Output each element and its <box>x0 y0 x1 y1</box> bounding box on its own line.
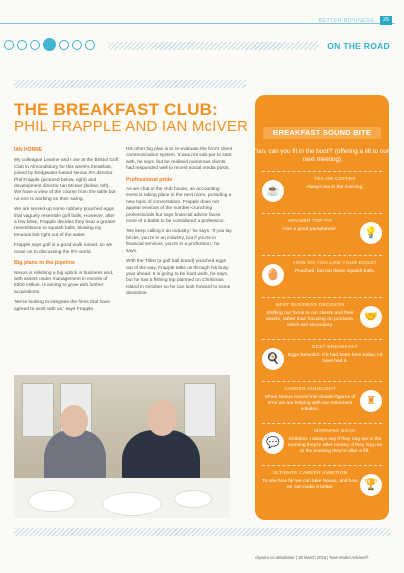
sound-bite-divider <box>262 255 382 256</box>
sound-bite-answer: To see how far we can take Nexus, and how we can make it better. <box>262 479 358 491</box>
subheading: Big plans in the pipeline <box>14 260 75 267</box>
circle-icon <box>85 40 95 50</box>
paragraph: Nexus is relishing a big uptick in business and, with assets under management in excess of £500 million, is aiming to grow with further acquisitions. <box>14 270 114 295</box>
page-number: 25 <box>380 16 392 25</box>
sound-bite-title: BREAKFAST SOUND BITE <box>263 127 381 139</box>
sound-bite-quote: 'Ian, can you fit in the boot?' (offering a lift to our next meeting) <box>255 148 389 163</box>
plate <box>28 490 76 512</box>
sound-bite-divider <box>262 213 382 214</box>
sound-bite-question: MORNING NOAH <box>314 429 356 434</box>
article-column-1 <box>14 147 118 317</box>
paragraph: His other big plan is to re-evaluate the firm's client communication system. It was not sub-par to start with, he says, but he realised numerous clients had responded well to recent social media posts. <box>126 147 232 172</box>
person-right-head <box>147 400 177 436</box>
sound-bite-answer: Shifting our focus to our clients and their assets, rather than focusing on products, which are secondary. <box>265 311 355 329</box>
breakfast-plate-icon: 🍳 <box>262 348 284 370</box>
sound-bite-question: HOW DO YOU LIKE YOUR EGGS? <box>293 261 377 266</box>
person-left-head <box>60 405 88 437</box>
subheading: Professional pride <box>126 176 173 183</box>
info-icon <box>43 38 56 51</box>
section-icons <box>4 38 95 51</box>
circle-icon <box>4 40 14 50</box>
on-the-road-label: ON THE ROAD <box>327 41 390 51</box>
article-column-2 <box>126 147 232 302</box>
article-subtitle: PHIL FRAPPLE AND IAN McIVER <box>14 118 249 135</box>
trophy-icon: 🏆 <box>360 474 382 496</box>
paragraph: With the Titlist (a golf ball brand) poached eggs out of the way, Frapple talks us through his busy year ahead. It is going to be hard work, he says, but he has a fishing trip planned on Christmas Island in October so he can look forward to some downtime. <box>126 259 231 297</box>
sound-bite-question: CAREER HIGHLIGHT <box>284 387 336 392</box>
paragraph: We are served up some rubbery poached eggs that vaguely resemble golf balls. However, after a few bites, Frapple decides they bear a greater resemblance to squash balls, blowing my tenuous link right out of the water. <box>14 207 116 238</box>
hatch-band-top <box>108 42 318 50</box>
circle-icon <box>72 40 82 50</box>
paragraph: Frapple says golf is a good walk ruined, so we move on to discussing the IFA world. <box>14 243 113 255</box>
chess-icon: ♜ <box>360 390 382 412</box>
handshake-icon: 🤝 <box>360 306 382 328</box>
sound-bite-question: BEST BREAKFAST <box>312 345 358 350</box>
plate <box>102 492 162 516</box>
sound-bite-divider <box>262 339 382 340</box>
hatch-band-bottom <box>14 528 390 536</box>
tea-cup-icon: ☕ <box>262 180 284 202</box>
window <box>22 383 54 437</box>
sound-bite-answer: Children. I always say if they ring me in the morning they're after money; if they ring me in the evening they're after a lift. <box>287 437 383 455</box>
lightbulb-icon: 💡 <box>360 222 382 244</box>
paragraph: 'We're looking to integrate the firms that have agreed to work with us,' says Frapple. <box>14 300 110 312</box>
sound-bite-divider <box>262 297 382 298</box>
hatch-band-title <box>14 80 246 88</box>
article-title: THE BREAKFAST CLUB: <box>14 100 219 119</box>
sound-bite-question: ADVISER TOP TIP <box>287 219 333 224</box>
byline: IAN HORNE <box>14 147 43 153</box>
plate <box>174 490 212 508</box>
circle-icon <box>30 40 40 50</box>
sound-bite-divider <box>262 465 382 466</box>
sound-bite-answer: Poached, but not these squash balls. <box>294 269 376 274</box>
circle-icon <box>59 40 69 50</box>
sound-bite-divider <box>262 171 382 172</box>
chat-bubbles-icon: 💬 <box>262 432 284 454</box>
paragraph: 'We keep calling it an industry,' he says. 'If you lay bricks, you're in an industry, but if you're in financial services, you're in a profession,' he says. <box>126 229 232 254</box>
paragraph: As we chat in the club house, an accounting event is taking place in the next room, providing a new topic of conversation. Frapple does not appear envious of the number-crunching professionals but says financial advice faces more of a battle to be considered a profession. <box>126 187 232 225</box>
page-footer: citywire.co.uk/adviser | 30 March 2016 | New Model Adviser® <box>255 555 369 560</box>
paragraph: My colleague Leanne and I are at the Bristol Golf Club in Almondsbury for this week's breakfast, joined by Bridgwater-based Nexus IFA director Phil Frapple (pictured below, right) and development director Ian McIver (below, left). We have a view of the course from the table but no-one is working on their swing. <box>14 158 118 202</box>
circle-icon <box>17 40 27 50</box>
sound-bite-question: TEA OR COFFEE <box>314 177 356 182</box>
sound-bite-divider <box>262 381 382 382</box>
breakfast-photo <box>14 375 230 518</box>
sound-bite-answer: Hire a good paraplanner. <box>283 227 337 232</box>
sound-bite-question: BEST BUSINESS DECISION <box>275 303 345 308</box>
section-label: BETTER BUSINESS <box>318 18 374 24</box>
sound-bite-answer: Always tea in the morning. <box>306 185 364 190</box>
sound-bite-question: ULTIMATE CAREER AMBITION <box>272 471 348 476</box>
egg-icon: 🥚 <box>262 264 284 286</box>
sound-bite-divider <box>262 423 382 424</box>
window <box>184 383 216 437</box>
sound-bite-answer: When Nexus moved into double figures of IFAs we are helping with our retirement solution. <box>264 395 356 413</box>
sound-bite-answer: Eggs Benedict. If it had been here today, I'd have had it. <box>287 353 383 365</box>
